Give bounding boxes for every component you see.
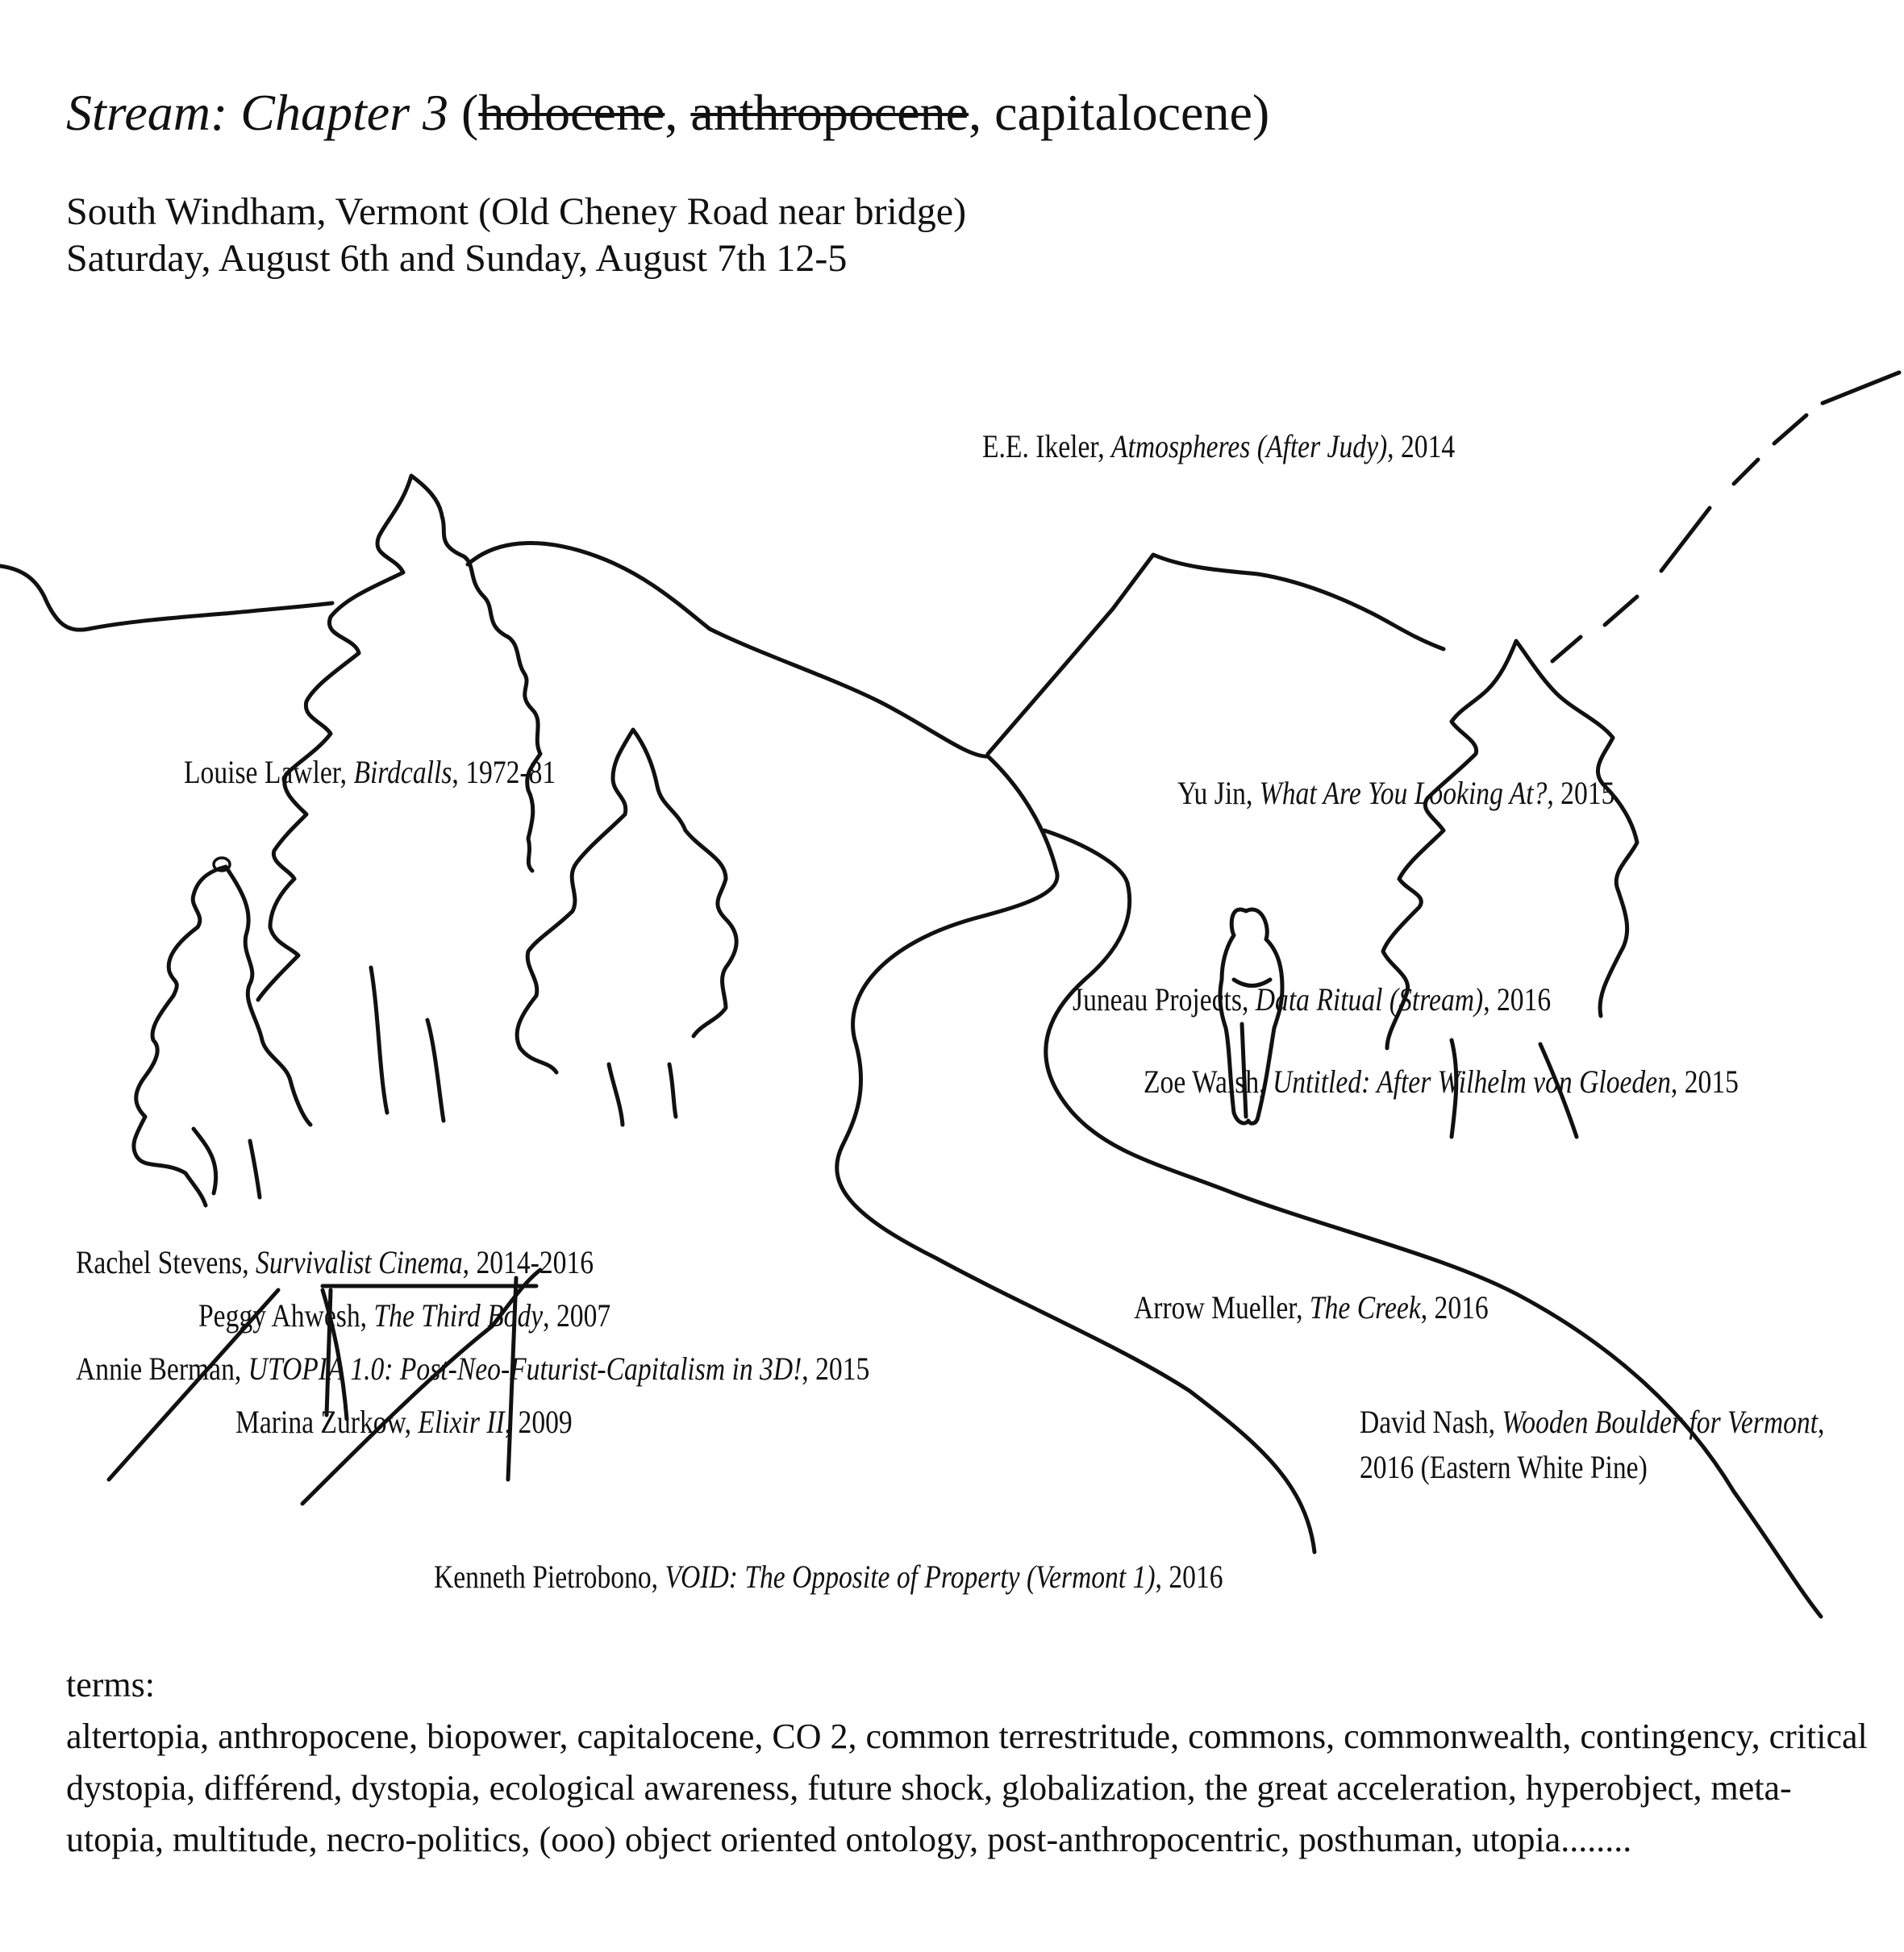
work-year: , 2016 [1420,1289,1489,1326]
artist-name: Louise Lawler, [184,754,354,790]
terms-section [66,1659,1889,1866]
terms-list: altertopia, anthropocene, biopower, capitalocene, CO 2, common terrestritude, commons, commonwealth, contingency, critical dystopia, différend, dystopia, ecological awareness, future shock, globalization, the great acceleration, hyperobject, meta-utopia, multitude, necro-politics, (ooo) object oriented ontology, post-anthropocentric, posthuman, utopia........ [66,1717,1868,1859]
work-year: , 2016 [1155,1559,1223,1595]
artwork-label [1134,1288,1489,1327]
artwork-label [198,1296,610,1335]
title-separator: , [969,84,995,141]
artwork-label [235,1403,573,1442]
struck-term-anthropocene: anthropocene [690,84,969,141]
work-year: , 2007 [543,1297,611,1334]
work-title: Survivalist Cinema [256,1244,463,1280]
work-title: Birdcalls [353,754,452,790]
work-title: UTOPIA 1.0: Post-Neo-Futurist-Capitalism in 3D! [248,1351,802,1387]
left-hill-outline [0,566,332,630]
work-year: , 2014-2016 [462,1244,594,1280]
artwork-label [184,753,556,792]
work-year: , [1818,1404,1825,1440]
work-title: Wooden Boulder for Vermont [1502,1404,1819,1440]
artist-name: David Nash, [1360,1404,1502,1440]
mountain-outline [988,555,1444,754]
terms-heading: terms: [66,1665,155,1704]
small-tree-left [134,867,310,1205]
artist-name: Zoe Walsh, [1144,1063,1273,1100]
work-year: , 1972-81 [452,754,556,790]
artist-name: Annie Berman, [76,1351,248,1387]
work-title: Elixir II [418,1404,505,1440]
work-year: , 2015 [802,1351,870,1387]
artwork-label [76,1243,594,1282]
artwork-label [76,1350,869,1388]
tall-tree-left [258,476,540,1000]
artwork-label [1144,1063,1739,1101]
artwork-label [1177,774,1614,813]
artist-name: Peggy Ahwesh, [198,1297,374,1334]
title-paren-open: ( [448,84,479,141]
medium-tree-trunk [609,1064,676,1125]
artist-name: E.E. Ikeler, [982,428,1112,464]
work-title: The Third Body [373,1297,544,1334]
work-year: , 2009 [504,1404,573,1440]
work-year: , 2015 [1670,1063,1739,1100]
stream-left-bank [837,756,1314,1552]
work-title: Data Ritual (Stream) [1255,981,1484,1018]
artwork-label [982,427,1455,466]
title-italic: Stream: Chapter 3 [66,84,449,141]
small-tree-trunk [194,1129,260,1197]
title-separator: , [665,84,691,141]
location-line: South Windham, Vermont (Old Cheney Road near bridge) [66,190,967,233]
venue-info [66,189,966,282]
work-year: , 2014 [1387,428,1456,464]
artist-name: Yu Jin, [1177,775,1260,811]
central-hill-outline [468,543,988,757]
title-last-term: capitalocene) [994,84,1270,141]
artwork-label [434,1558,1223,1596]
work-detail: 2016 (Eastern White Pine) [1360,1449,1648,1485]
artwork-label [1073,980,1551,1019]
work-title: What Are You Looking At? [1259,775,1548,811]
artist-name: Kenneth Pietrobono, [434,1559,665,1595]
exhibition-title [66,81,1269,145]
struck-term-holocene: holocene [478,84,665,141]
work-title: Untitled: After Wilhelm von Gloeden [1272,1063,1671,1100]
artist-name: Juneau Projects, [1073,981,1256,1018]
dates-line: Saturday, August 6th and Sunday, August 7th 12-5 [66,237,848,280]
work-year: , 2016 [1483,981,1552,1018]
stream-right-bank [1044,830,1821,1617]
work-title: Atmospheres (After Judy) [1111,428,1388,464]
artist-name: Marina Zurkow, [235,1404,419,1440]
right-ridge-outline [1552,373,1899,661]
artist-name: Rachel Stevens, [76,1244,256,1280]
work-title: VOID: The Opposite of Property (Vermont 1) [665,1559,1156,1595]
artwork-label [1360,1403,1824,1487]
artist-name: Arrow Mueller, [1134,1289,1310,1326]
exhibition-header [66,81,1269,145]
work-title: The Creek [1309,1289,1421,1326]
tall-tree-trunk [371,968,444,1121]
work-year: , 2015 [1547,775,1615,811]
